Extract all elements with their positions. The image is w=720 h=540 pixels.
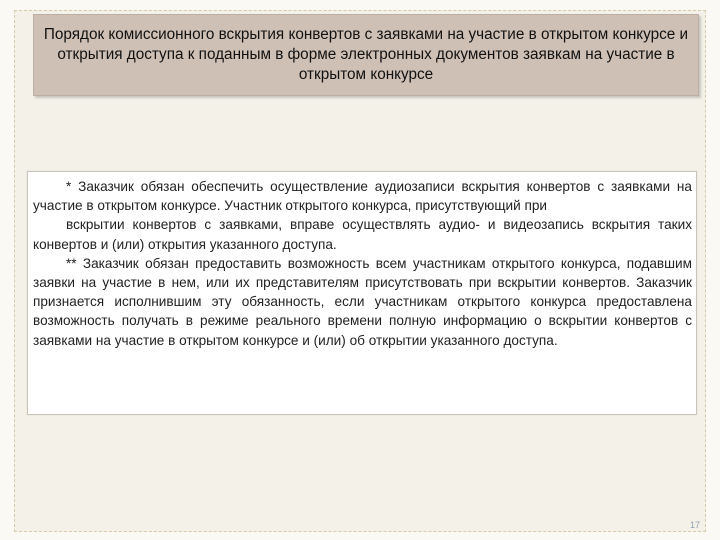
slide-title: Порядок комиссионного вскрытия конвертов с заявками на участие в открытом конкурсе и открытия доступа к поданным в форме электронных документов заявкам на участие в открытом конкурсе [43, 26, 689, 83]
page-number: 17 [689, 520, 700, 530]
note-paragraph-2: вскрытии конвертов с заявками, вправе осуществлять аудио- и видеозапись вскрытия таких конвертов и (или) открытия указанного доступа. [33, 217, 692, 252]
notes-text [33, 177, 692, 350]
note-paragraph-1: * Заказчик обязан обеспечить осуществление аудиозаписи вскрытия конвертов с заявками на участие в открытом конкурсе. Участник открытого конкурса, присутствующий при [33, 179, 692, 214]
note-paragraph-3: ** Заказчик обязан предоставить возможность всем участникам открытого конкурса, подавшим заявки на участие в нем, или их представителям присутствовать при вскрытии конвертов. Заказчик признается исполнившим эту обязанность, если участникам открытого конкурса предоставлена возможность получать в режиме реального времени полную информацию о вскрытии конвертов с заявками на участие в открытом конкурсе и (или) об открытии указанного доступа. [33, 255, 692, 348]
notes-box [27, 171, 697, 415]
title-box [33, 14, 699, 96]
